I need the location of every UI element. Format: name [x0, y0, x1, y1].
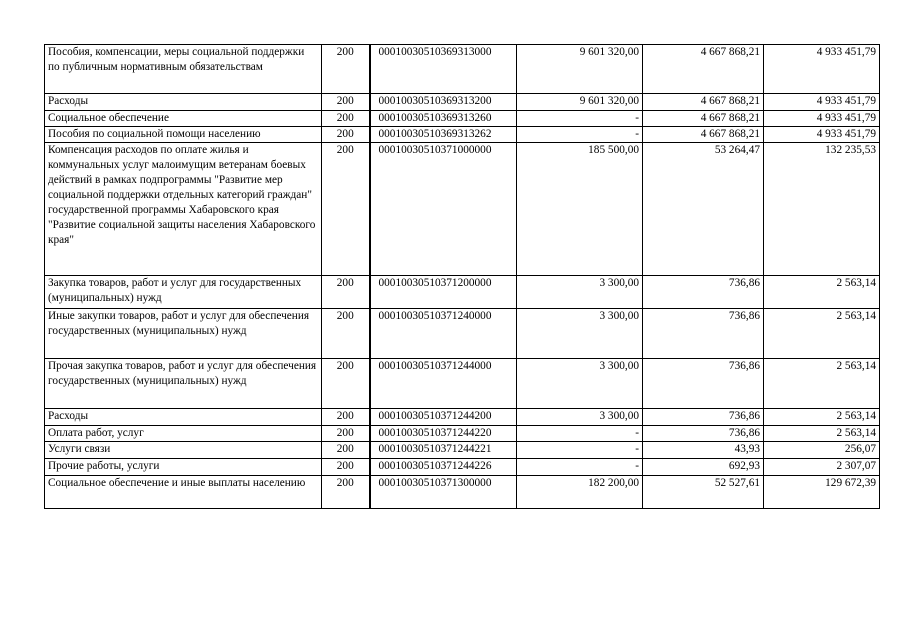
cell-name: Прочие работы, услуги [45, 459, 322, 476]
cell-line-code: 200 [322, 111, 370, 127]
cell-executed: 4 667 868,21 [643, 127, 764, 143]
cell-approved: 3 300,00 [517, 409, 643, 426]
cell-classification-code: 00010030510369313000 [370, 45, 517, 94]
cell-remaining: 129 672,39 [764, 476, 880, 509]
cell-executed: 736,86 [643, 309, 764, 359]
cell-approved: - [517, 426, 643, 442]
table-row [45, 442, 880, 459]
cell-line-code: 200 [322, 94, 370, 111]
cell-remaining: 4 933 451,79 [764, 127, 880, 143]
cell-name: Компенсация расходов по оплате жилья и коммунальных услуг малоимущим ветеранам боевых действий в рамках подпрограммы "Развитие мер социальной поддержки отдельных категорий граждан" государственной программы Хабаровского края "Развитие социальной защиты населения Хабаровского края" [45, 143, 322, 276]
cell-classification-code: 00010030510371240000 [370, 309, 517, 359]
cell-classification-code: 00010030510371200000 [370, 276, 517, 309]
cell-classification-code: 00010030510371244200 [370, 409, 517, 426]
cell-name: Социальное обеспечение [45, 111, 322, 127]
cell-name: Пособия, компенсации, меры социальной поддержки по публичным нормативным обязательствам [45, 45, 322, 94]
cell-approved: 3 300,00 [517, 359, 643, 409]
cell-executed: 43,93 [643, 442, 764, 459]
cell-executed: 736,86 [643, 409, 764, 426]
cell-line-code: 200 [322, 442, 370, 459]
cell-remaining: 2 563,14 [764, 309, 880, 359]
cell-remaining: 256,07 [764, 442, 880, 459]
cell-name: Социальное обеспечение и иные выплаты населению [45, 476, 322, 509]
cell-executed: 4 667 868,21 [643, 94, 764, 111]
cell-name: Услуги связи [45, 442, 322, 459]
cell-classification-code: 00010030510369313260 [370, 111, 517, 127]
cell-executed: 692,93 [643, 459, 764, 476]
cell-remaining: 2 563,14 [764, 426, 880, 442]
table-row [45, 426, 880, 442]
cell-approved: 9 601 320,00 [517, 45, 643, 94]
cell-classification-code: 00010030510371244220 [370, 426, 517, 442]
cell-remaining: 2 563,14 [764, 359, 880, 409]
cell-line-code: 200 [322, 143, 370, 276]
cell-approved: 185 500,00 [517, 143, 643, 276]
cell-name: Прочая закупка товаров, работ и услуг для обеспечения государственных (муниципальных) нужд [45, 359, 322, 409]
cell-classification-code: 00010030510369313200 [370, 94, 517, 111]
table-row [45, 45, 880, 94]
table-row [45, 276, 880, 309]
budget-execution-table [44, 44, 880, 509]
cell-approved: 3 300,00 [517, 309, 643, 359]
cell-line-code: 200 [322, 127, 370, 143]
cell-executed: 736,86 [643, 276, 764, 309]
table-row [45, 459, 880, 476]
cell-classification-code: 00010030510371300000 [370, 476, 517, 509]
cell-line-code: 200 [322, 276, 370, 309]
cell-remaining: 2 563,14 [764, 409, 880, 426]
cell-approved: 9 601 320,00 [517, 94, 643, 111]
cell-line-code: 200 [322, 426, 370, 442]
table-row [45, 359, 880, 409]
cell-line-code: 200 [322, 309, 370, 359]
cell-remaining: 2 563,14 [764, 276, 880, 309]
table-row [45, 476, 880, 509]
cell-approved: 3 300,00 [517, 276, 643, 309]
cell-executed: 52 527,61 [643, 476, 764, 509]
cell-name: Закупка товаров, работ и услуг для государственных (муниципальных) нужд [45, 276, 322, 309]
cell-approved: - [517, 111, 643, 127]
cell-line-code: 200 [322, 459, 370, 476]
cell-remaining: 4 933 451,79 [764, 94, 880, 111]
cell-approved: - [517, 127, 643, 143]
cell-approved: 182 200,00 [517, 476, 643, 509]
cell-line-code: 200 [322, 476, 370, 509]
table-row [45, 409, 880, 426]
cell-approved: - [517, 459, 643, 476]
cell-approved: - [517, 442, 643, 459]
cell-remaining: 132 235,53 [764, 143, 880, 276]
cell-classification-code: 00010030510371244000 [370, 359, 517, 409]
cell-executed: 736,86 [643, 359, 764, 409]
cell-executed: 4 667 868,21 [643, 45, 764, 94]
cell-name: Расходы [45, 409, 322, 426]
cell-classification-code: 00010030510371244221 [370, 442, 517, 459]
cell-classification-code: 00010030510371000000 [370, 143, 517, 276]
cell-remaining: 4 933 451,79 [764, 111, 880, 127]
cell-remaining: 4 933 451,79 [764, 45, 880, 94]
cell-line-code: 200 [322, 45, 370, 94]
cell-executed: 736,86 [643, 426, 764, 442]
cell-executed: 53 264,47 [643, 143, 764, 276]
cell-classification-code: 00010030510371244226 [370, 459, 517, 476]
cell-name: Иные закупки товаров, работ и услуг для обеспечения государственных (муниципальных) нужд [45, 309, 322, 359]
cell-name: Пособия по социальной помощи населению [45, 127, 322, 143]
cell-line-code: 200 [322, 409, 370, 426]
cell-name: Оплата работ, услуг [45, 426, 322, 442]
table-row [45, 127, 880, 143]
table-row [45, 143, 880, 276]
table-row [45, 94, 880, 111]
table-row [45, 309, 880, 359]
cell-remaining: 2 307,07 [764, 459, 880, 476]
cell-line-code: 200 [322, 359, 370, 409]
cell-executed: 4 667 868,21 [643, 111, 764, 127]
cell-classification-code: 00010030510369313262 [370, 127, 517, 143]
cell-name: Расходы [45, 94, 322, 111]
table-row [45, 111, 880, 127]
